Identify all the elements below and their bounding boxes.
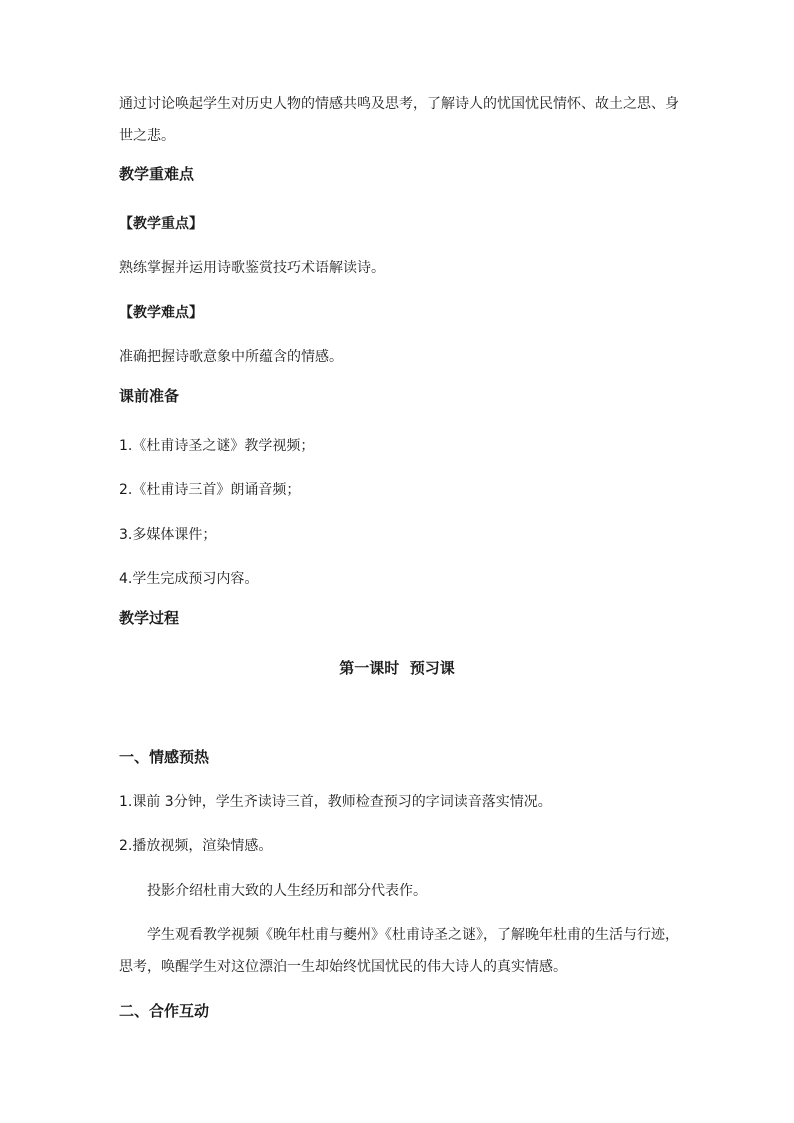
key-point-text: 熟练掌握并运用诗歌鉴赏技巧术语解读诗。 — [119, 260, 385, 276]
difficulty-heading: 教学重难点 — [119, 165, 195, 183]
part1-item: 1.课前 3分钟，学生齐读诗三首，教师检查预习的字词读音落实情况。 — [119, 794, 552, 810]
prep-item: 4.学生完成预习内容。 — [119, 571, 259, 587]
part1-paragraph: 投影介绍杜甫大致的人生经历和部分代表作。 — [147, 883, 427, 899]
prep-item: 3.多媒体课件； — [119, 527, 217, 543]
part1-paragraph: 学生观看教学视频《晚年杜甫与夔州》《杜甫诗圣之谜》，了解晚年杜甫的生活与行迹，思考，唤醒学生对这位漂泊一生却始终忧国忧民的伟大诗人的真实情感。 — [119, 927, 679, 975]
prep-item: 1.《杜甫诗圣之谜》教学视频； — [119, 438, 315, 454]
key-point-label: 【教学重点】 — [119, 216, 203, 232]
prep-heading: 课前准备 — [119, 387, 180, 405]
hard-point-text: 准确把握诗歌意象中所蕴含的情感。 — [119, 349, 343, 365]
hard-point-label: 【教学难点】 — [119, 305, 203, 321]
part1-item: 2.播放视频，渲染情感。 — [119, 838, 273, 854]
process-heading: 教学过程 — [119, 609, 180, 627]
prep-item: 2.《杜甫诗三首》朗诵音频； — [119, 482, 301, 498]
lesson-title: 第一课时 预习课 — [339, 659, 455, 677]
intro-paragraph: 通过讨论唤起学生对历史人物的情感共鸣及思考，了解诗人的忧国忧民情怀、故土之思、身世之悲。 — [119, 96, 679, 144]
part2-heading: 二、合作互动 — [119, 1002, 210, 1020]
part1-heading: 一、情感预热 — [119, 748, 210, 766]
